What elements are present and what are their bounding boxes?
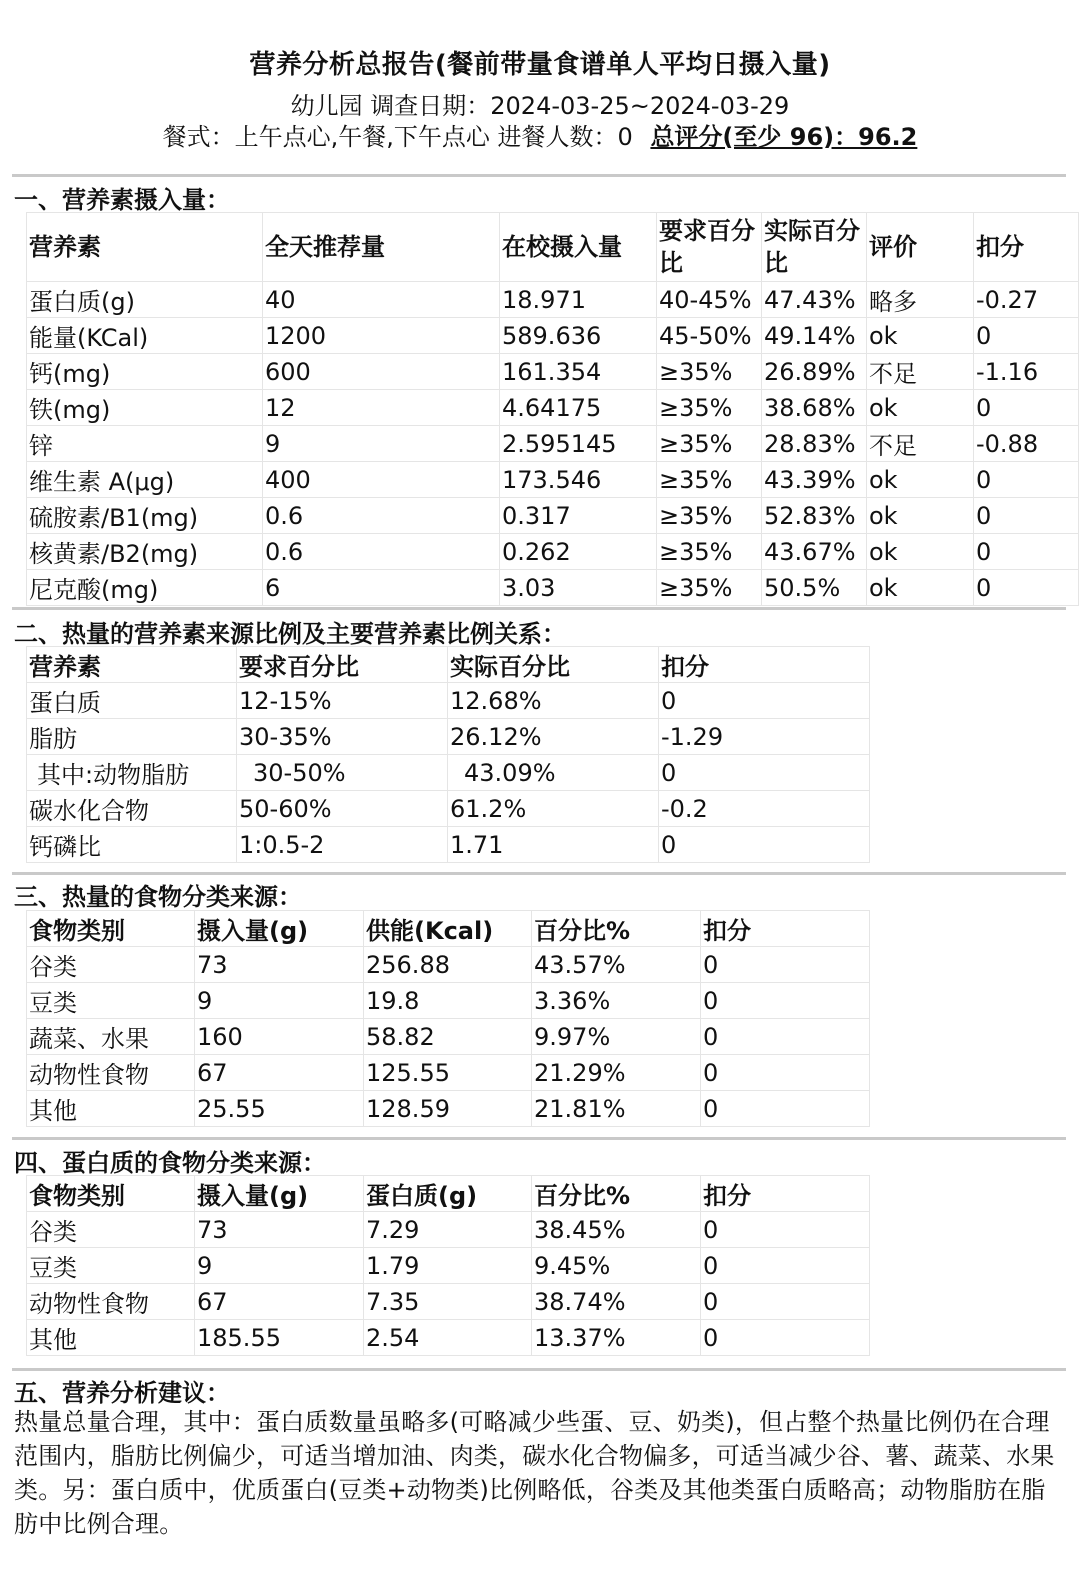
table-row [27,318,1079,354]
table-row [27,827,870,863]
table-cell: 铁(mg) [27,390,263,426]
table-cell: 0.262 [500,534,657,570]
table-cell: 58.82 [364,1019,532,1055]
table-cell: 52.83% [762,498,867,534]
table-cell: -1.29 [659,719,870,755]
table-cell: 161.354 [500,354,657,390]
table-cell: ok [867,390,974,426]
table-cell: 61.2% [448,791,659,827]
table-cell: 25.55 [195,1091,364,1127]
table-cell: 维生素 A(μg) [27,462,263,498]
table-row [27,947,870,983]
table-cell: 50-60% [237,791,448,827]
table-cell: 21.81% [532,1091,701,1127]
table-cell: 能量(KCal) [27,318,263,354]
table-row [27,1284,870,1320]
table-cell: 0.6 [263,534,500,570]
column-header: 实际百分比 [448,647,659,683]
table-cell: 其他 [27,1320,195,1356]
table-cell: 0 [974,498,1079,534]
table-cell: 19.8 [364,983,532,1019]
table-cell: 12-15% [237,683,448,719]
table-cell: 0 [701,1212,870,1248]
table-row [27,1320,870,1356]
table-cell: 3.36% [532,983,701,1019]
table-cell: 7.35 [364,1284,532,1320]
table-cell: 0 [701,1055,870,1091]
table-cell: 600 [263,354,500,390]
table-cell: ≥35% [657,570,762,606]
table-cell: 67 [195,1284,364,1320]
table-cell: 400 [263,462,500,498]
table-cell: -1.16 [974,354,1079,390]
table-cell: ≥35% [657,390,762,426]
column-header: 蛋白质(g) [364,1176,532,1212]
column-header: 供能(Kcal) [364,911,532,947]
table-cell: 豆类 [27,983,195,1019]
table-cell: 尼克酸(mg) [27,570,263,606]
table-cell: 30-35% [237,719,448,755]
table-cell: 脂肪 [27,719,237,755]
table-cell: 9 [195,983,364,1019]
column-header: 百分比% [532,1176,701,1212]
table-cell: 0 [974,318,1079,354]
table-row [27,1019,870,1055]
table-cell: 不足 [867,354,974,390]
table-cell: 不足 [867,426,974,462]
nutrition-advice-text: 热量总量合理，其中：蛋白质数量虽略多(可略减少些蛋、豆、奶类)，但占整个热量比例仍在合理范围内，脂肪比例偏少，可适当增加油、肉类，碳水化合物偏多，可适当减少谷、薯、蔬菜、水果类。另：蛋白质中，优质蛋白(豆类+动物类)比例略低，谷类及其他类蛋白质略高；动物脂肪在脂肪中比例合理。 [14,1408,1055,1538]
table-cell: 其他 [27,1091,195,1127]
table-cell: 49.14% [762,318,867,354]
table-row [27,1091,870,1127]
table-cell: 2.595145 [500,426,657,462]
table-cell: 动物性食物 [27,1284,195,1320]
column-header: 要求百分比 [237,647,448,683]
section-divider [12,1368,1066,1371]
table-cell: 1.79 [364,1248,532,1284]
column-header: 实际百分比 [762,213,867,282]
table-row [27,755,870,791]
table-cell: 0 [701,1248,870,1284]
table-row [27,354,1079,390]
column-header: 食物类别 [27,911,195,947]
column-header: 百分比% [532,911,701,947]
section-divider [12,174,1066,177]
table-cell: 43.09% [448,755,659,791]
table-cell: 4.64175 [500,390,657,426]
table-cell: 豆类 [27,1248,195,1284]
table-cell: 0 [659,827,870,863]
column-header: 评价 [867,213,974,282]
table-cell: 38.74% [532,1284,701,1320]
table-header-row [27,1176,870,1212]
table-cell: 12 [263,390,500,426]
column-header: 扣分 [701,1176,870,1212]
column-header: 扣分 [701,911,870,947]
table-cell: 160 [195,1019,364,1055]
table-cell: 21.29% [532,1055,701,1091]
table-cell: 43.67% [762,534,867,570]
report-title: 营养分析总报告(餐前带量食谱单人平均日摄入量) [249,50,831,80]
table-cell: 40-45% [657,282,762,318]
table-header-row [27,911,870,947]
table-cell: 钙(mg) [27,354,263,390]
table-cell: 碳水化合物 [27,791,237,827]
table-cell: 0 [659,755,870,791]
table-cell: 0 [974,570,1079,606]
table-cell: 0 [701,1019,870,1055]
table-row [27,683,870,719]
table-cell: 谷类 [27,1212,195,1248]
table-cell: 1200 [263,318,500,354]
table-cell: 6 [263,570,500,606]
table-cell: 50.5% [762,570,867,606]
column-header: 营养素 [27,213,263,282]
table-cell: 26.89% [762,354,867,390]
energy-food-source-table [26,910,870,1127]
table-row [27,1212,870,1248]
section5-title: 五、营养分析建议： [14,1379,230,1407]
table-cell: 9 [195,1248,364,1284]
column-header: 全天推荐量 [263,213,500,282]
section2-title: 二、热量的营养素来源比例及主要营养素比例关系： [14,620,566,648]
table-cell: 185.55 [195,1320,364,1356]
table-cell: ≥35% [657,426,762,462]
nutrient-intake-table [26,212,1079,606]
table-cell: 40 [263,282,500,318]
table-cell: 128.59 [364,1091,532,1127]
section1-title: 一、营养素摄入量： [14,186,230,214]
table-cell: 0 [701,1284,870,1320]
report-meta [0,117,1080,152]
report-subtitle: 幼儿园 调查日期：2024-03-25~2024-03-29 [290,92,790,120]
total-score: 总评分(至少 96)：96.2 [650,123,918,151]
table-cell: 2.54 [364,1320,532,1356]
table-cell: 256.88 [364,947,532,983]
table-cell: ok [867,498,974,534]
table-cell: ≥35% [657,462,762,498]
table-cell: 核黄素/B2(mg) [27,534,263,570]
table-cell: 26.12% [448,719,659,755]
section-divider [12,607,1066,610]
table-header-row [27,213,1079,282]
table-cell: 动物性食物 [27,1055,195,1091]
table-cell: -0.27 [974,282,1079,318]
table-row [27,498,1079,534]
energy-source-ratio-table [26,646,870,863]
table-cell: ≥35% [657,498,762,534]
table-cell: 锌 [27,426,263,462]
table-row [27,426,1079,462]
table-cell: 67 [195,1055,364,1091]
table-row [27,462,1079,498]
table-row [27,983,870,1019]
table-cell: 0.6 [263,498,500,534]
table-cell: -0.88 [974,426,1079,462]
section-divider [12,872,1066,875]
table-cell: 3.03 [500,570,657,606]
table-cell: 589.636 [500,318,657,354]
table-cell: 其中:动物脂肪 [27,755,237,791]
table-cell: 38.45% [532,1212,701,1248]
table-cell: 12.68% [448,683,659,719]
table-header-row [27,647,870,683]
table-cell: 略多 [867,282,974,318]
table-row [27,534,1079,570]
table-cell: 9 [263,426,500,462]
column-header: 扣分 [974,213,1079,282]
table-cell: 钙磷比 [27,827,237,863]
table-cell: ok [867,462,974,498]
table-cell: 173.546 [500,462,657,498]
table-cell: 125.55 [364,1055,532,1091]
table-cell: 38.68% [762,390,867,426]
table-cell: 30-50% [237,755,448,791]
table-cell: 73 [195,1212,364,1248]
table-row [27,719,870,755]
column-header: 在校摄入量 [500,213,657,282]
column-header: 扣分 [659,647,870,683]
table-cell: 谷类 [27,947,195,983]
meal-info: 餐式：上午点心,午餐,下午点心 进餐人数：0 [162,123,633,151]
section4-title: 四、蛋白质的食物分类来源： [14,1149,326,1177]
table-row [27,791,870,827]
table-row [27,1055,870,1091]
table-row [27,1248,870,1284]
table-cell: ≥35% [657,534,762,570]
table-cell: ok [867,570,974,606]
table-cell: 0 [701,983,870,1019]
section3-title: 三、热量的食物分类来源： [14,883,302,911]
table-cell: 18.971 [500,282,657,318]
table-cell: 13.37% [532,1320,701,1356]
table-cell: 43.57% [532,947,701,983]
protein-food-source-table [26,1175,870,1356]
table-cell: 0 [701,1320,870,1356]
table-row [27,282,1079,318]
table-cell: 73 [195,947,364,983]
table-cell: 0 [659,683,870,719]
column-header: 摄入量(g) [195,911,364,947]
table-row [27,390,1079,426]
table-cell: 1.71 [448,827,659,863]
table-row [27,570,1079,606]
table-cell: 0 [701,947,870,983]
table-cell: 1:0.5-2 [237,827,448,863]
table-cell: 0 [974,390,1079,426]
table-cell: 45-50% [657,318,762,354]
table-cell: 蛋白质(g) [27,282,263,318]
table-cell: ok [867,534,974,570]
table-cell: 蛋白质 [27,683,237,719]
table-cell: 47.43% [762,282,867,318]
table-cell: 9.45% [532,1248,701,1284]
table-cell: 硫胺素/B1(mg) [27,498,263,534]
table-cell: 蔬菜、水果 [27,1019,195,1055]
table-cell: 0.317 [500,498,657,534]
table-cell: 0 [701,1091,870,1127]
column-header: 要求百分比 [657,213,762,282]
table-cell: 9.97% [532,1019,701,1055]
table-cell: ok [867,318,974,354]
table-cell: -0.2 [659,791,870,827]
column-header: 食物类别 [27,1176,195,1212]
table-cell: 0 [974,462,1079,498]
table-cell: 0 [974,534,1079,570]
column-header: 营养素 [27,647,237,683]
table-cell: ≥35% [657,354,762,390]
column-header: 摄入量(g) [195,1176,364,1212]
table-cell: 28.83% [762,426,867,462]
table-cell: 43.39% [762,462,867,498]
table-cell: 7.29 [364,1212,532,1248]
section-divider [12,1137,1066,1140]
